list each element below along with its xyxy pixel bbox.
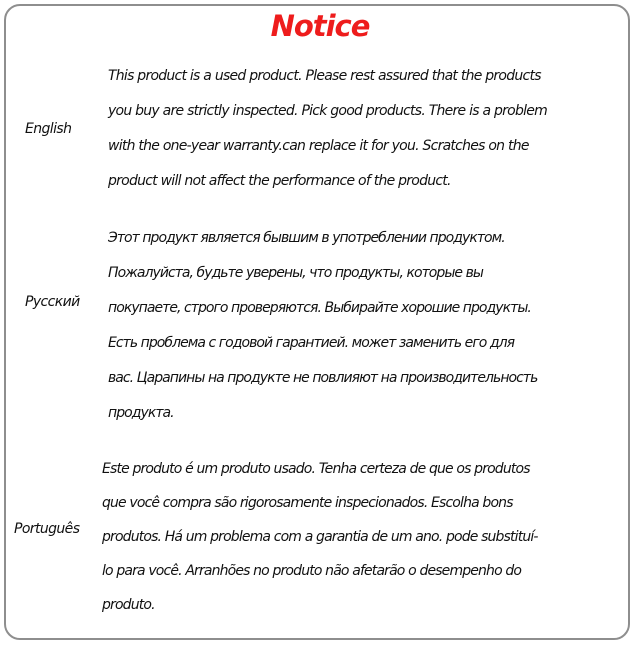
text-line: Пожалуйста, будьте уверены, что продукты, которые вы [108,265,484,281]
text-line: product will not affect the performance of the product. [108,173,451,189]
text-line: produtos. Há um problema com a garantia de um ano. pode substituí- [102,529,538,545]
text-line: Este produto é um produto usado. Tenha certeza de que os produtos [102,461,530,477]
notice-text-russian [108,221,537,431]
language-label-russian: Русский [25,294,80,310]
text-line: покупаете, строго проверяются. Выбирайте хорошие продукты. [108,300,531,316]
text-line: you buy are strictly inspected. Pick good products. There is a problem [108,103,547,119]
text-line: que você compra são rigorosamente inspecionados. Escolha bons [102,495,513,511]
section-portuguese [0,452,640,627]
section-english [0,59,640,203]
text-line: Есть проблема с годовой гарантией. может заменить его для [108,335,515,351]
notice-title: Notice [270,9,370,43]
section-russian [0,221,640,426]
text-line: вас. Царапины на продукте не повлияют на производительность [108,370,538,386]
notice-text-english [108,59,547,199]
notice-text-portuguese [102,452,538,622]
text-line: lo para você. Arranhões no produto não afetarão o desempenho do [102,563,522,579]
text-line: This product is a used product. Please rest assured that the products [108,68,541,84]
text-line: Этот продукт является бывшим в употреблении продуктом. [108,230,505,246]
text-line: продукта. [108,405,174,421]
text-line: with the one-year warranty.can replace it for you. Scratches on the [108,138,529,154]
language-label-portuguese: Português [14,521,80,537]
text-line: produto. [102,597,155,613]
language-label-english: English [25,121,72,137]
